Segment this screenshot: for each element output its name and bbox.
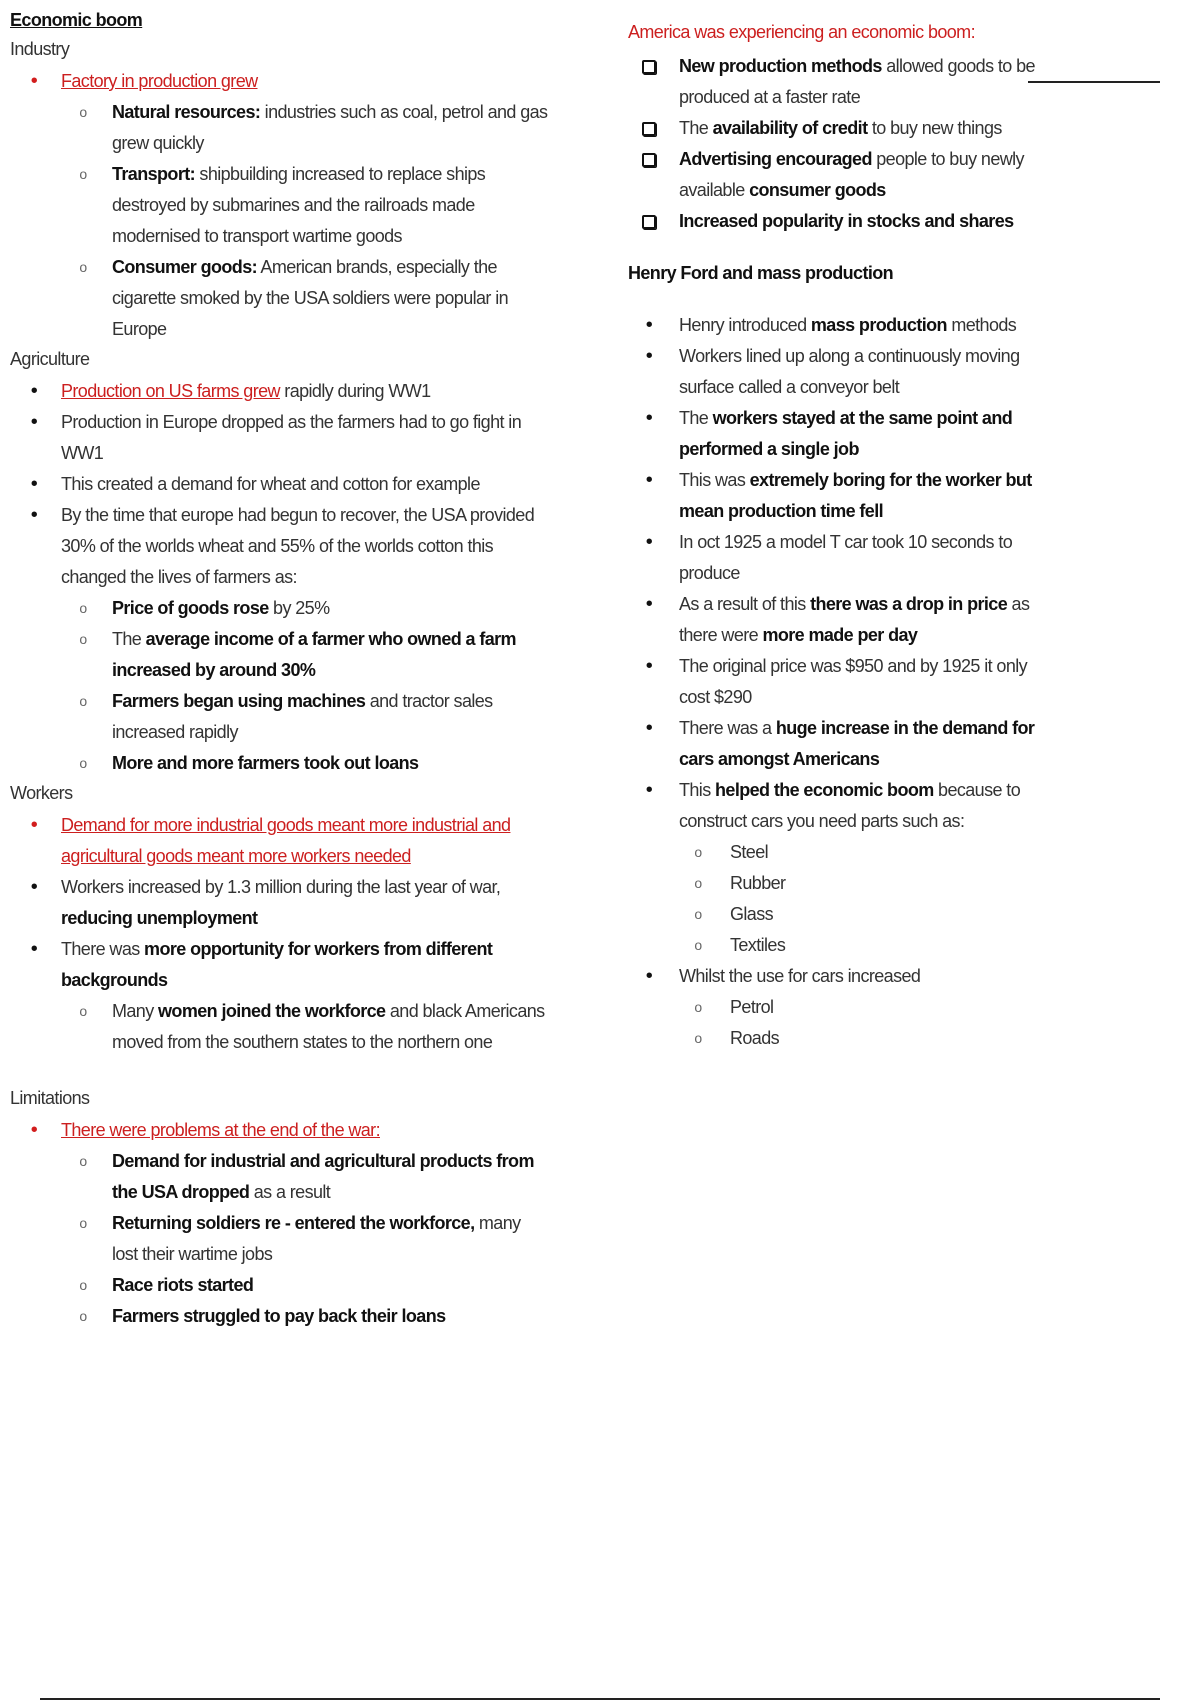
- list-item: [628, 465, 1038, 527]
- item-text: industries such as coal, petrol and gas grew quickly: [112, 102, 548, 153]
- item-text: and black Americans moved from the southern states to the northern one: [112, 1001, 545, 1052]
- agriculture-list: [10, 376, 550, 779]
- item-text: This was: [679, 470, 750, 490]
- term: availability of credit: [712, 118, 868, 138]
- bullet-icon: •: [30, 1119, 38, 1141]
- list-item: [10, 500, 550, 593]
- list-item: [628, 403, 1038, 465]
- term: helped the economic boom: [715, 780, 934, 800]
- item-text: as there were: [679, 594, 1030, 645]
- bullet-icon: •: [30, 814, 38, 836]
- list-item: [10, 624, 550, 686]
- list-item: [10, 66, 550, 97]
- checkbox-icon: [642, 113, 656, 146]
- circle-bullet-icon: o: [694, 999, 702, 1015]
- bullet-icon: •: [645, 779, 653, 801]
- circle-bullet-icon: o: [79, 166, 87, 182]
- list-item: [628, 1023, 1038, 1054]
- agriculture-heading: Agriculture: [10, 349, 90, 369]
- limitations-heading: Limitations: [10, 1088, 90, 1108]
- item-text: Production in Europe dropped as the farmers had to go fight in WW1: [61, 412, 522, 463]
- circle-bullet-icon: o: [79, 631, 87, 647]
- term: Advertising encouraged: [679, 149, 872, 169]
- item-text: The original price was $950 and by 1925 it only cost $290: [679, 656, 1028, 707]
- item-text: shipbuilding increased to replace ships destroyed by submarines and the railroads made modernised to transport wartime goods: [112, 164, 486, 246]
- list-item: [628, 51, 1038, 113]
- term: women joined the workforce: [158, 1001, 386, 1021]
- item-text: Workers lined up along a continuously moving surface called a conveyor belt: [679, 346, 1020, 397]
- industry-main-point: Factory in production grew: [61, 71, 258, 91]
- bullet-icon: •: [645, 469, 653, 491]
- list-item: [628, 589, 1038, 651]
- left-column: [10, 10, 550, 1332]
- item-text: The: [679, 408, 713, 428]
- list-item: [10, 252, 550, 345]
- bullet-icon: •: [30, 876, 38, 898]
- bullet-icon: •: [30, 411, 38, 433]
- term: Farmers began using machines: [112, 691, 366, 711]
- ford-list: [628, 310, 1038, 1054]
- boom-lead: America was experiencing an economic boom:: [628, 22, 975, 42]
- list-item: [628, 930, 1038, 961]
- list-item: [628, 837, 1038, 868]
- circle-bullet-icon: o: [79, 755, 87, 771]
- list-item: [628, 651, 1038, 713]
- item-text: Many: [112, 1001, 159, 1021]
- item-text: This: [679, 780, 716, 800]
- item-text: The: [679, 118, 713, 138]
- bullet-icon: •: [645, 593, 653, 615]
- highlight-text: There were problems at the end of the war:: [61, 1120, 380, 1140]
- bullet-icon: •: [645, 531, 653, 553]
- circle-bullet-icon: o: [79, 104, 87, 120]
- term: average income of a farmer who owned a farm increased by around 30%: [112, 629, 516, 680]
- item-text: Steel: [730, 842, 769, 862]
- term: reducing unemployment: [61, 908, 258, 928]
- circle-bullet-icon: o: [79, 259, 87, 275]
- item-text: Petrol: [730, 997, 774, 1017]
- list-item: [10, 872, 550, 934]
- term: New production methods: [679, 56, 882, 76]
- checkbox-icon: [642, 144, 656, 177]
- item-text: Rubber: [730, 873, 786, 893]
- page-title: Economic boom: [10, 10, 143, 30]
- term: extremely boring for the worker but mean production time fell: [679, 470, 1032, 521]
- highlight-text: Production on US farms grew: [61, 381, 280, 401]
- list-item: [10, 1270, 550, 1301]
- item-text: In oct 1925 a model T car took 10 seconds to produce: [679, 532, 1013, 583]
- right-column: [628, 10, 1038, 1054]
- item-text: Glass: [730, 904, 774, 924]
- list-item: [10, 407, 550, 469]
- item-text: There was: [61, 939, 145, 959]
- bullet-icon: •: [30, 938, 38, 960]
- header-rule: [1028, 81, 1160, 83]
- list-item: [628, 527, 1038, 589]
- term: mass production: [810, 315, 947, 335]
- list-item: [10, 934, 550, 996]
- list-item: [628, 899, 1038, 930]
- term: there was a drop in price: [810, 594, 1008, 614]
- item-text: by 25%: [268, 598, 330, 618]
- circle-bullet-icon: o: [694, 875, 702, 891]
- term: huge increase in the demand for cars amongst Americans: [679, 718, 1035, 769]
- reasons-list: [628, 51, 1038, 237]
- circle-bullet-icon: o: [694, 937, 702, 953]
- circle-bullet-icon: o: [79, 1277, 87, 1293]
- item-text: American brands, especially the cigarette smoked by the USA soldiers were popular in Europe: [112, 257, 509, 339]
- list-item: [628, 775, 1038, 837]
- bullet-icon: •: [30, 380, 38, 402]
- circle-bullet-icon: o: [79, 600, 87, 616]
- list-item: [10, 686, 550, 748]
- bullet-icon: •: [645, 655, 653, 677]
- term: workers stayed at the same point and performed a single job: [679, 408, 1013, 459]
- item-text: as a result: [249, 1182, 331, 1202]
- industry-heading: Industry: [10, 39, 70, 59]
- workers-heading: Workers: [10, 783, 73, 803]
- term: Transport:: [112, 164, 196, 184]
- item-text: because to construct cars you need parts such as:: [679, 780, 1021, 831]
- term: More and more farmers took out loans: [112, 753, 419, 773]
- item-text: Henry introduced: [679, 315, 811, 335]
- list-item: [10, 1115, 550, 1146]
- bullet-icon: •: [30, 504, 38, 526]
- term: Price of goods rose: [112, 598, 269, 618]
- circle-bullet-icon: o: [79, 1308, 87, 1324]
- item-text: methods: [946, 315, 1017, 335]
- list-item: [628, 341, 1038, 403]
- checkbox-icon: [642, 206, 656, 239]
- list-item: [10, 1208, 550, 1270]
- item-text: The: [112, 629, 146, 649]
- term: consumer goods: [749, 180, 886, 200]
- bullet-icon: •: [645, 965, 653, 987]
- checkbox-icon: [642, 51, 656, 84]
- list-item: [10, 1301, 550, 1332]
- bullet-icon: •: [645, 717, 653, 739]
- list-item: [628, 310, 1038, 341]
- list-item: [10, 593, 550, 624]
- term: Increased popularity in stocks and shares: [679, 211, 1014, 231]
- list-item: [628, 144, 1038, 206]
- bullet-icon: •: [645, 345, 653, 367]
- bullet-icon: •: [645, 314, 653, 336]
- list-item: [628, 992, 1038, 1023]
- list-item: [628, 113, 1038, 144]
- circle-bullet-icon: o: [694, 844, 702, 860]
- list-item: [10, 97, 550, 159]
- list-item: [628, 713, 1038, 775]
- list-item: [10, 748, 550, 779]
- term: more made per day: [762, 625, 918, 645]
- term: more opportunity for workers from different backgrounds: [61, 939, 493, 990]
- circle-bullet-icon: o: [694, 1030, 702, 1046]
- circle-bullet-icon: o: [79, 693, 87, 709]
- item-text: Roads: [730, 1028, 780, 1048]
- workers-list: [10, 810, 550, 1058]
- item-text: to buy new things: [867, 118, 1002, 138]
- circle-bullet-icon: o: [79, 1003, 87, 1019]
- list-item: [10, 810, 550, 872]
- highlight-text: Demand for more industrial goods meant more industrial and agricultural goods meant more workers needed: [61, 815, 511, 866]
- list-item: [628, 206, 1038, 237]
- item-text: Workers increased by 1.3 million during the last year of war,: [61, 877, 501, 897]
- list-item: [10, 376, 550, 407]
- item-text: many lost their wartime jobs: [112, 1213, 521, 1264]
- item-text: Textiles: [730, 935, 786, 955]
- list-item: [10, 996, 550, 1058]
- term: Race riots started: [112, 1275, 254, 1295]
- item-text: There was a: [679, 718, 776, 738]
- item-text: As a result of this: [679, 594, 811, 614]
- list-item: [628, 961, 1038, 992]
- item-text: people to buy newly available: [679, 149, 1024, 200]
- item-text: Whilst the use for cars increased: [679, 966, 921, 986]
- list-item: [628, 868, 1038, 899]
- term: Returning soldiers re - entered the workforce,: [112, 1213, 475, 1233]
- bullet-icon: •: [30, 70, 38, 92]
- term: Natural resources:: [112, 102, 261, 122]
- limitations-list: [10, 1115, 550, 1332]
- industry-list: [10, 66, 550, 345]
- list-item: [10, 469, 550, 500]
- item-text: This created a demand for wheat and cotton for example: [61, 474, 480, 494]
- item-text: allowed goods to be produced at a faster rate: [679, 56, 1035, 107]
- item-text: and tractor sales increased rapidly: [112, 691, 493, 742]
- term: Farmers struggled to pay back their loans: [112, 1306, 446, 1326]
- circle-bullet-icon: o: [79, 1153, 87, 1169]
- item-text: By the time that europe had begun to recover, the USA provided 30% of the worlds wheat and 55% of the worlds cotton this changed the lives of farmers as:: [61, 505, 535, 587]
- list-item: [10, 159, 550, 252]
- bullet-icon: •: [30, 473, 38, 495]
- term: Demand for industrial and agricultural products from the USA dropped: [112, 1151, 534, 1202]
- list-item: [10, 1146, 550, 1208]
- term: Consumer goods:: [112, 257, 258, 277]
- circle-bullet-icon: o: [79, 1215, 87, 1231]
- bullet-icon: •: [645, 407, 653, 429]
- ford-heading: Henry Ford and mass production: [628, 263, 894, 283]
- item-text: rapidly during WW1: [279, 381, 431, 401]
- circle-bullet-icon: o: [694, 906, 702, 922]
